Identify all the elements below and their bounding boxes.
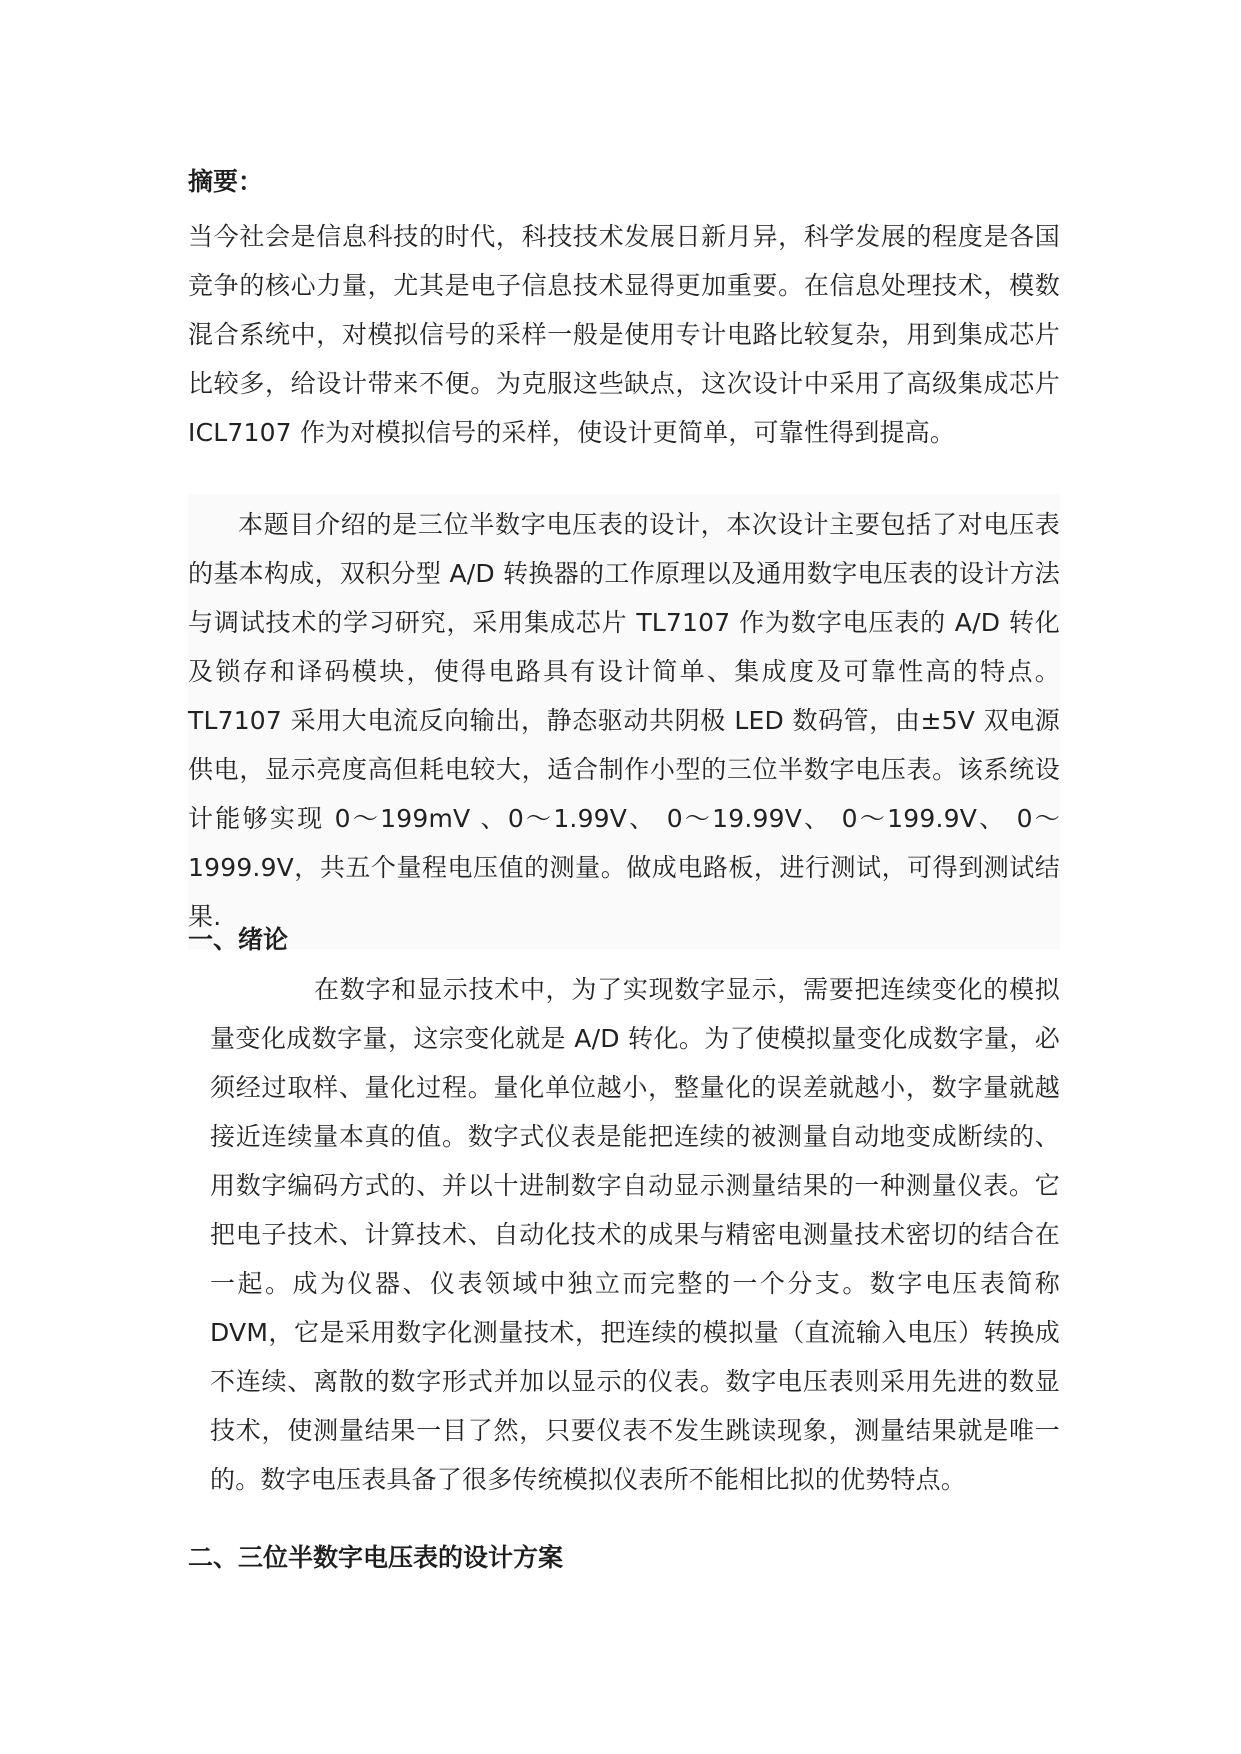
section-1-heading: 一、绪论 bbox=[188, 925, 289, 954]
section-2-heading: 二、三位半数字电压表的设计方案 bbox=[188, 1543, 564, 1572]
abstract-paragraph-2: 本题目介绍的是三位半数字电压表的设计，本次设计主要包括了对电压表的基本构成，双积分型 A/D 转换器的工作原理以及通用数字电压表的设计方法与调试技术的学习研究，采用集成芯片 TL7107 作为数字电压表的 A/D 转化及锁存和译码模块，使得电路具有设计简单、集成度及可靠性高的特点。TL7107 采用大电流反向输出，静态驱动共阴极 LED 数码管，由±5V 双电源供电，显示亮度高但耗电较大，适合制作小型的三位半数字电压表。该系统设计能够实现 0～199mV 、0～1.99V、 0～19.99V、 0～199.9V、 0～1999.9V，共五个量程电压值的测量。做成电路板，进行测试，可得到测试结果. bbox=[188, 494, 1060, 949]
abstract-paragraph-1: 当今社会是信息科技的时代，科技技术发展日新月异，科学发展的程度是各国竞争的核心力量，尤其是电子信息技术显得更加重要。在信息处理技术，模数混合系统中，对模拟信号的采样一般是使用专计电路比较复杂，用到集成芯片比较多，给设计带来不便。为克服这些缺点，这次设计中采用了高级集成芯片 ICL7107 作为对模拟信号的采样，使设计更简单，可靠性得到提高。 bbox=[188, 222, 1060, 447]
section-1-paragraph: 在数字和显示技术中，为了实现数字显示，需要把连续变化的模拟量变化成数字量，这宗变化就是 A/D 转化。为了使模拟量变化成数字量，必须经过取样、量化过程。量化单位越小，整量化的误差就越小，数字量就越接近连续量本真的值。数字式仪表是能把连续的被测量自动地变成断续的、用数字编码方式的、并以十进制数字自动显示测量结果的一种测量仪表。它把电子技术、计算技术、自动化技术的成果与精密电测量技术密切的结合在一起。成为仪器、仪表领域中独立而完整的一个分支。数字电压表简称 DVM，它是采用数字化测量技术，把连续的模拟量（直流输入电压）转换成不连续、离散的数字形式并加以显示的仪表。数字电压表则采用先进的数显技术，使测量结果一目了然，只要仪表不发生跳读现象，测量结果就是唯一的。数字电压表具备了很多传统模拟仪表所不能相比拟的优势特点。 bbox=[210, 975, 1060, 1494]
abstract-heading: 摘要： bbox=[188, 167, 264, 196]
